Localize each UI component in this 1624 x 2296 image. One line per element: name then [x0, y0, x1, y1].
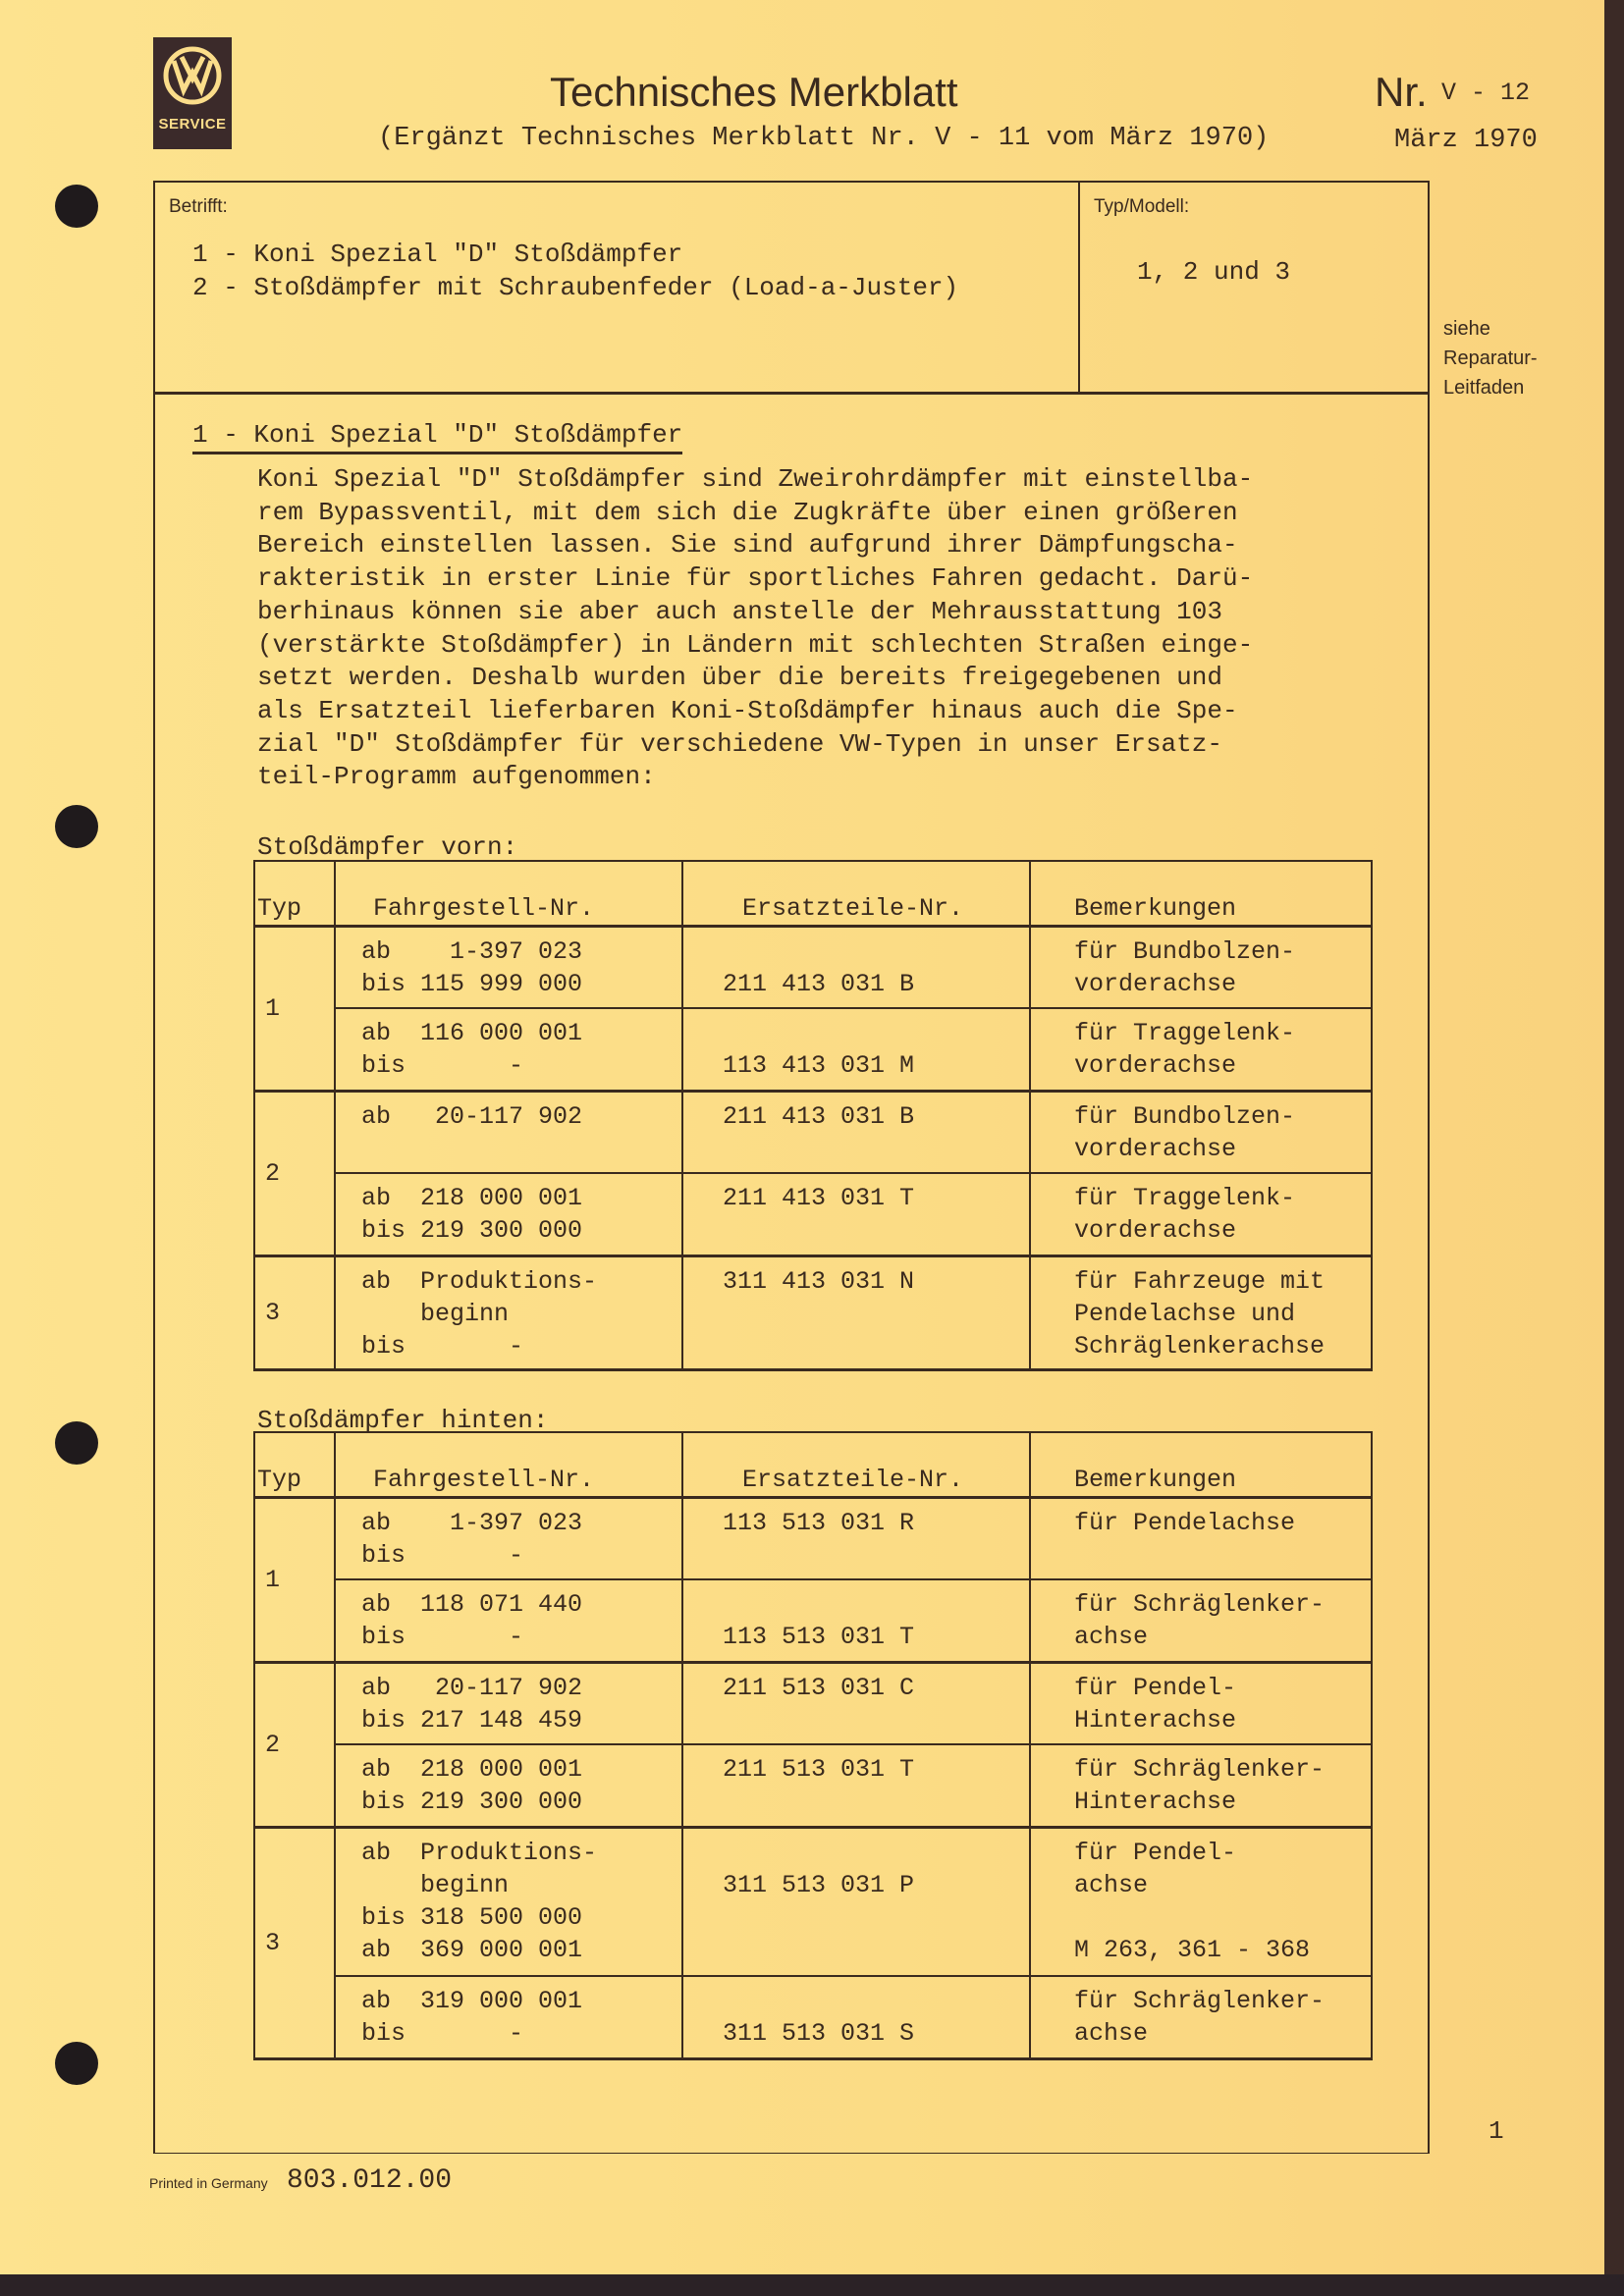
betrifft-label: Betrifft:	[169, 196, 228, 217]
remark-cell	[1030, 1976, 1372, 2058]
typ-cell: 3	[254, 1827, 335, 2058]
page-number: 1	[1489, 2116, 1504, 2146]
table-row	[254, 1579, 1372, 1662]
typ-cell: 1	[254, 926, 335, 1091]
document-number: V - 12	[1441, 79, 1531, 107]
remark-cell	[1030, 1497, 1372, 1579]
part-number-cell-text: 311 513 031 P	[723, 1870, 915, 1899]
part-number-cell-text: 113 513 031 R	[723, 1508, 915, 1537]
chassis-number-cell	[335, 1744, 682, 1827]
remark-cell-text: für Pendelachse	[1074, 1508, 1296, 1537]
chassis-number-cell-text: ab Produktions- beginn bis -	[361, 1266, 598, 1361]
part-number-cell	[682, 1744, 1030, 1827]
document-title: Technisches Merkblatt	[550, 69, 958, 115]
part-number-cell	[682, 1091, 1030, 1173]
topic-item: 1 - Koni Spezial "D" Stoßdämpfer	[192, 240, 683, 269]
rear-table-caption: Stoßdämpfer hinten:	[257, 1406, 549, 1435]
section-heading: 1 - Koni Spezial "D" Stoßdämpfer	[192, 420, 682, 454]
remark-cell-text: für Schräglenker- Hinterachse	[1074, 1755, 1326, 1816]
chassis-number-cell-text: ab 116 000 001 bis -	[361, 1019, 583, 1080]
margin-note	[1443, 314, 1538, 402]
table-row	[254, 1255, 1372, 1369]
table-row	[254, 1976, 1372, 2058]
paragraph-line: rakteristik in erster Linie für sportliches Fahren gedacht. Darü-	[257, 563, 1254, 594]
column-header: Ersatzteile-Nr.	[682, 1432, 1030, 1497]
topic-item: 2 - Stoßdämpfer mit Schraubenfeder (Load-a-Juster)	[192, 273, 959, 302]
remark-cell	[1030, 1744, 1372, 1827]
punch-hole	[55, 805, 98, 848]
part-number-cell	[682, 1008, 1030, 1091]
chassis-number-cell	[335, 1255, 682, 1369]
chassis-number-cell-text: ab 1-397 023 bis -	[361, 1508, 583, 1570]
table-row	[254, 1008, 1372, 1091]
page-edge-right	[1604, 0, 1624, 2296]
chassis-number-cell	[335, 1662, 682, 1744]
punch-hole	[55, 1421, 98, 1465]
typ-modell-label: Typ/Modell:	[1094, 196, 1190, 217]
part-number-cell	[682, 1662, 1030, 1744]
part-number-cell	[682, 1827, 1030, 1976]
table-row	[254, 1091, 1372, 1173]
paragraph-line: teil-Programm aufgenommen:	[257, 762, 656, 792]
front-table-caption: Stoßdämpfer vorn:	[257, 832, 518, 862]
table-row	[254, 1827, 1372, 1976]
print-document-number: 803.012.00	[287, 2165, 453, 2196]
remark-cell	[1030, 1008, 1372, 1091]
part-number-cell	[682, 1255, 1030, 1369]
paragraph-line: rem Bypassventil, mit dem sich die Zugkräfte über einen größeren	[257, 497, 1238, 527]
chassis-number-cell-text: ab 218 000 001 bis 219 300 000	[361, 1755, 583, 1816]
logo-service-text: SERVICE	[158, 116, 227, 133]
part-number-cell-text: 211 513 031 T	[723, 1755, 915, 1784]
part-number-cell-text: 211 413 031 B	[723, 969, 915, 998]
margin-note-line: Leitfaden	[1443, 377, 1525, 399]
table-header-row	[254, 861, 1372, 926]
column-header: Typ	[254, 861, 335, 926]
part-number-cell	[682, 1497, 1030, 1579]
chassis-number-cell	[335, 1827, 682, 1976]
chassis-number-cell-text: ab Produktions- beginn bis 318 500 000 ab 369 000 001	[361, 1838, 598, 1964]
chassis-number-cell	[335, 1091, 682, 1173]
chassis-number-cell	[335, 1579, 682, 1662]
table-row	[254, 1744, 1372, 1827]
document-date: März 1970	[1394, 126, 1538, 155]
remark-cell	[1030, 1662, 1372, 1744]
remark-cell	[1030, 926, 1372, 1008]
paragraph-line: Koni Spezial "D" Stoßdämpfer sind Zweirohrdämpfer mit einstellba-	[257, 464, 1254, 494]
number-label: Nr.	[1375, 69, 1428, 115]
vw-emblem-icon	[162, 45, 223, 106]
part-number-cell-text: 311 513 031 S	[723, 2019, 915, 2048]
chassis-number-cell	[335, 1173, 682, 1255]
part-number-cell-text: 211 513 031 C	[723, 1673, 915, 1702]
punch-hole	[55, 185, 98, 228]
part-number-cell	[682, 1579, 1030, 1662]
table-row	[254, 1173, 1372, 1255]
table-row	[254, 926, 1372, 1008]
paragraph-line: berhinaus können sie aber auch anstelle der Mehrausstattung 103	[257, 596, 1222, 626]
remark-cell-text: für Pendel- achse M 263, 361 - 368	[1074, 1838, 1311, 1964]
chassis-number-cell-text: ab 20-117 902 bis 217 148 459	[361, 1673, 583, 1735]
table-row	[254, 1662, 1372, 1744]
part-number-cell	[682, 926, 1030, 1008]
chassis-number-cell	[335, 1008, 682, 1091]
part-number-cell-text: 311 413 031 N	[723, 1266, 915, 1296]
front-shock-table	[253, 860, 1373, 1371]
remark-cell-text: für Bundbolzen- vorderachse	[1074, 936, 1296, 998]
part-number-cell	[682, 1173, 1030, 1255]
chassis-number-cell	[335, 1976, 682, 2058]
remark-cell-text: für Schräglenker- achse	[1074, 1590, 1326, 1651]
remark-cell-text: für Fahrzeuge mit Pendelachse und Schräglenkerachse	[1074, 1266, 1326, 1361]
column-header: Typ	[254, 1432, 335, 1497]
paragraph-line: Bereich einstellen lassen. Sie sind aufgrund ihrer Dämpfungscha-	[257, 530, 1238, 561]
remark-cell-text: für Traggelenk- vorderachse	[1074, 1019, 1296, 1080]
vw-service-logo	[153, 37, 232, 149]
typ-modell-value: 1, 2 und 3	[1137, 257, 1291, 287]
punch-hole	[55, 2042, 98, 2085]
remark-cell-text: für Bundbolzen- vorderachse	[1074, 1101, 1296, 1163]
part-number-cell-text: 113 513 031 T	[723, 1623, 915, 1651]
remark-cell	[1030, 1173, 1372, 1255]
typ-cell: 2	[254, 1662, 335, 1827]
column-header: Ersatzteile-Nr.	[682, 861, 1030, 926]
column-header: Bemerkungen	[1030, 1432, 1372, 1497]
part-number-cell	[682, 1976, 1030, 2058]
margin-note-line: Reparatur-	[1443, 347, 1538, 369]
paragraph-line: zial "D" Stoßdämpfer für verschiedene VW-Typen in unser Ersatz-	[257, 728, 1222, 759]
part-number-cell-text: 211 413 031 T	[723, 1184, 915, 1212]
remark-cell	[1030, 1255, 1372, 1369]
paragraph-line: setzt werden. Deshalb wurden über die bereits freigegebenen und	[257, 663, 1222, 693]
chassis-number-cell-text: ab 1-397 023 bis 115 999 000	[361, 936, 583, 998]
remark-cell	[1030, 1827, 1372, 1976]
chassis-number-cell-text: ab 118 071 440 bis -	[361, 1590, 583, 1651]
chassis-number-cell-text: ab 319 000 001 bis -	[361, 1987, 583, 2048]
typ-cell: 3	[254, 1255, 335, 1369]
paragraph-line: als Ersatzteil lieferbaren Koni-Stoßdämpfer hinaus auch die Spe-	[257, 695, 1238, 725]
page-edge-bottom	[0, 2274, 1624, 2296]
remark-cell	[1030, 1579, 1372, 1662]
column-header: Fahrgestell-Nr.	[335, 861, 682, 926]
chassis-number-cell-text: ab 218 000 001 bis 219 300 000	[361, 1184, 583, 1245]
margin-note-line: siehe	[1443, 318, 1490, 340]
printed-in-label: Printed in Germany	[149, 2175, 268, 2191]
column-header: Bemerkungen	[1030, 861, 1372, 926]
remark-cell-text: für Schräglenker- achse	[1074, 1987, 1326, 2048]
chassis-number-cell	[335, 926, 682, 1008]
chassis-number-cell-text: ab 20-117 902	[361, 1101, 583, 1131]
section-paragraph	[257, 463, 1337, 794]
part-number-cell-text: 113 413 031 M	[723, 1051, 915, 1080]
remark-cell-text: für Traggelenk- vorderachse	[1074, 1184, 1296, 1245]
remark-cell	[1030, 1091, 1372, 1173]
table-header-row	[254, 1432, 1372, 1497]
column-header: Fahrgestell-Nr.	[335, 1432, 682, 1497]
remark-cell-text: für Pendel- Hinterachse	[1074, 1673, 1237, 1735]
document-subtitle: (Ergänzt Technisches Merkblatt Nr. V - 11 vom März 1970)	[378, 124, 1270, 153]
typ-cell: 1	[254, 1497, 335, 1662]
topic-divider	[1078, 181, 1080, 393]
typ-cell: 2	[254, 1091, 335, 1255]
rear-shock-table	[253, 1431, 1373, 2060]
table-row	[254, 1497, 1372, 1579]
paragraph-line: (verstärkte Stoßdämpfer) in Ländern mit schlechten Straßen einge-	[257, 629, 1254, 660]
part-number-cell-text: 211 413 031 B	[723, 1101, 915, 1131]
chassis-number-cell	[335, 1497, 682, 1579]
